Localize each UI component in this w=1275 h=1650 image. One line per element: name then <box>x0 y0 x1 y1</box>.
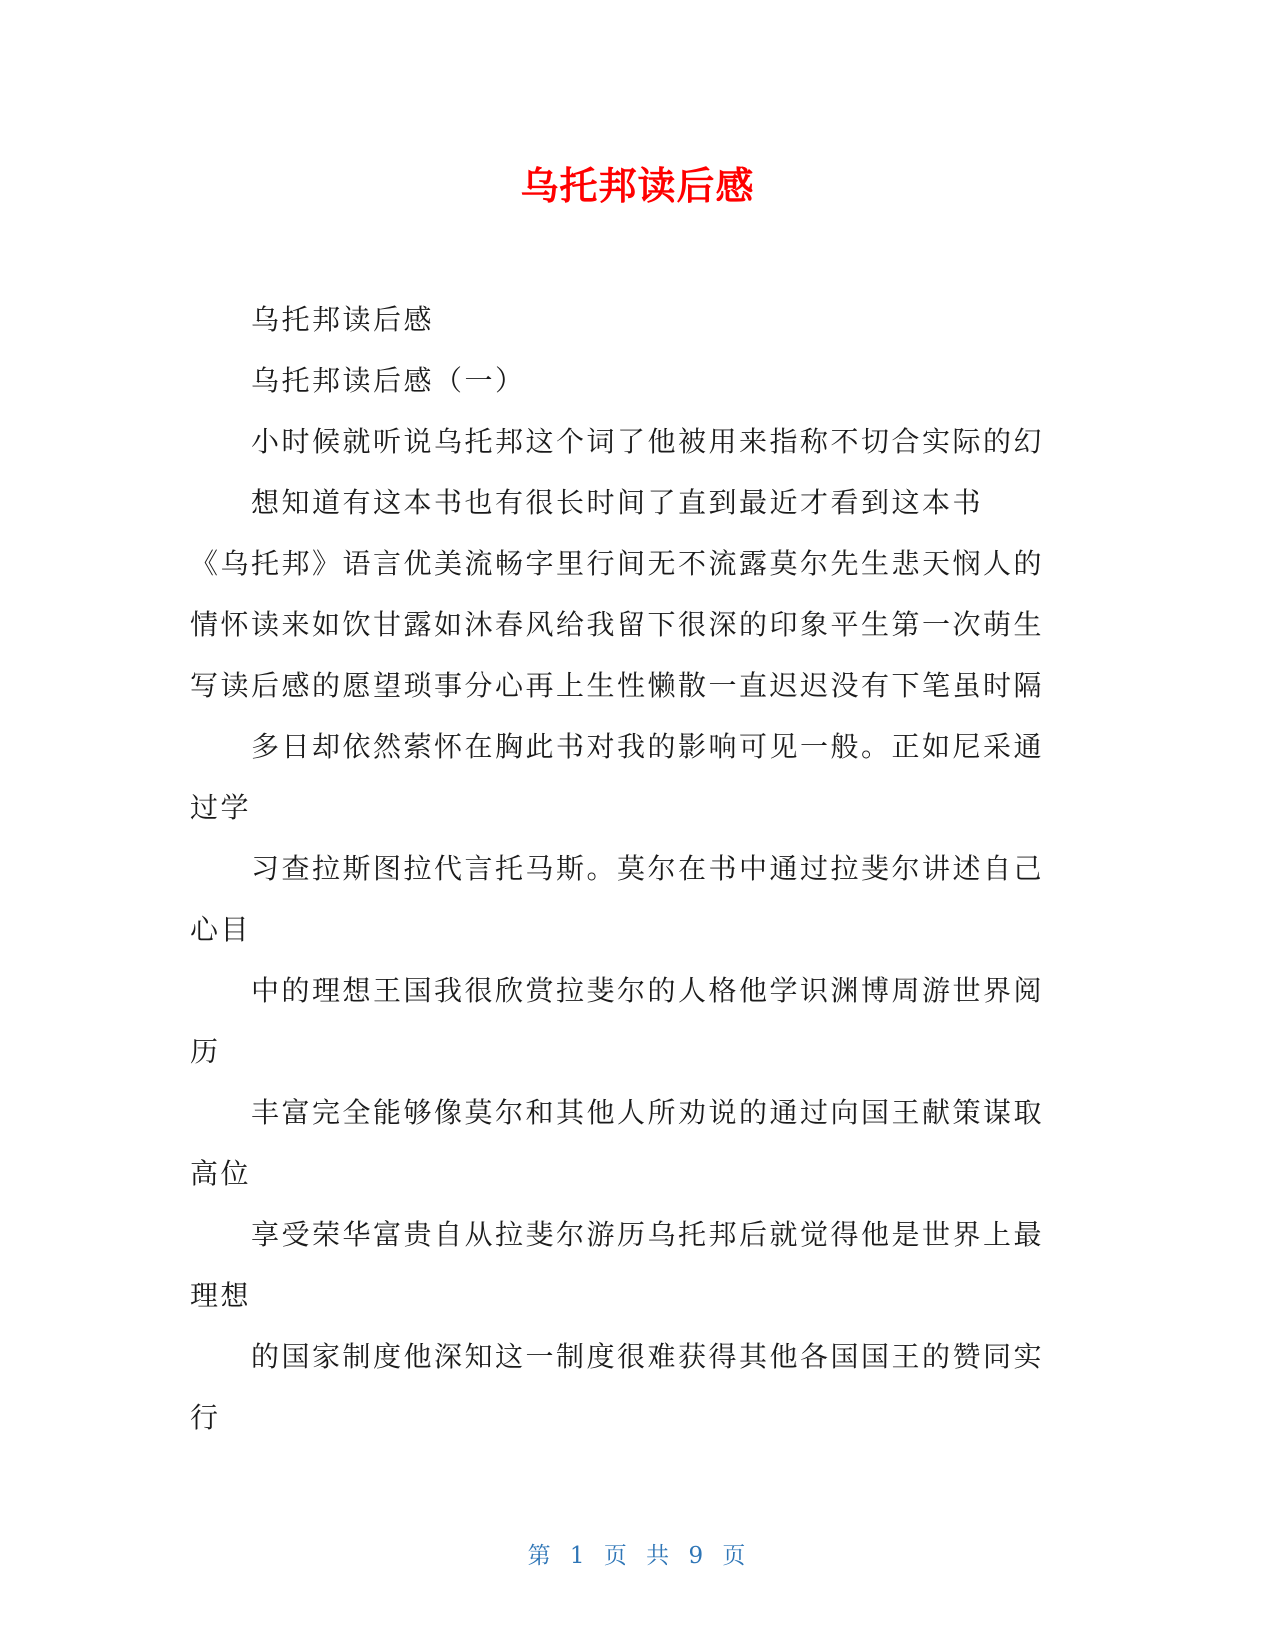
body-line: 丰富完全能够像莫尔和其他人所劝说的通过向国王献策谋取 <box>251 1096 1045 1129</box>
body-line: 心目 <box>190 913 252 946</box>
body-line: 享受荣华富贵自从拉斐尔游历乌托邦后就觉得他是世界上最 <box>251 1218 1045 1251</box>
body-line: 的国家制度他深知这一制度很难获得其他各国国王的赞同实 <box>251 1340 1045 1373</box>
body-line: 写读后感的愿望琐事分心再上生性懒散一直迟迟没有下笔虽时隔 <box>190 669 1045 702</box>
body-line: 理想 <box>190 1279 252 1312</box>
body-line: 情怀读来如饮甘露如沐春风给我留下很深的印象平生第一次萌生 <box>190 608 1045 641</box>
body-line: 过学 <box>190 791 252 824</box>
body-line: 行 <box>190 1401 221 1434</box>
body-line: 《乌托邦》语言优美流畅字里行间无不流露莫尔先生悲天悯人的 <box>190 547 1045 580</box>
body-line: 乌托邦读后感（一） <box>251 364 526 397</box>
body-line: 多日却依然萦怀在胸此书对我的影响可见一般。正如尼采通 <box>251 730 1045 763</box>
body-line: 乌托邦读后感 <box>251 303 435 336</box>
body-line: 历 <box>190 1035 221 1068</box>
body-line: 中的理想王国我很欣赏拉斐尔的人格他学识渊博周游世界阅 <box>251 974 1045 1007</box>
document-title: 乌托邦读后感 <box>520 164 755 208</box>
page-number-footer: 第 1 页 共 9 页 <box>527 1543 748 1569</box>
document-body <box>190 289 1070 1448</box>
body-line: 高位 <box>190 1157 252 1190</box>
body-line: 小时候就听说乌托邦这个词了他被用来指称不切合实际的幻 <box>251 425 1045 458</box>
body-line: 想知道有这本书也有很长时间了直到最近才看到这本书 <box>251 486 984 519</box>
body-line: 习查拉斯图拉代言托马斯。莫尔在书中通过拉斐尔讲述自己 <box>251 852 1045 885</box>
